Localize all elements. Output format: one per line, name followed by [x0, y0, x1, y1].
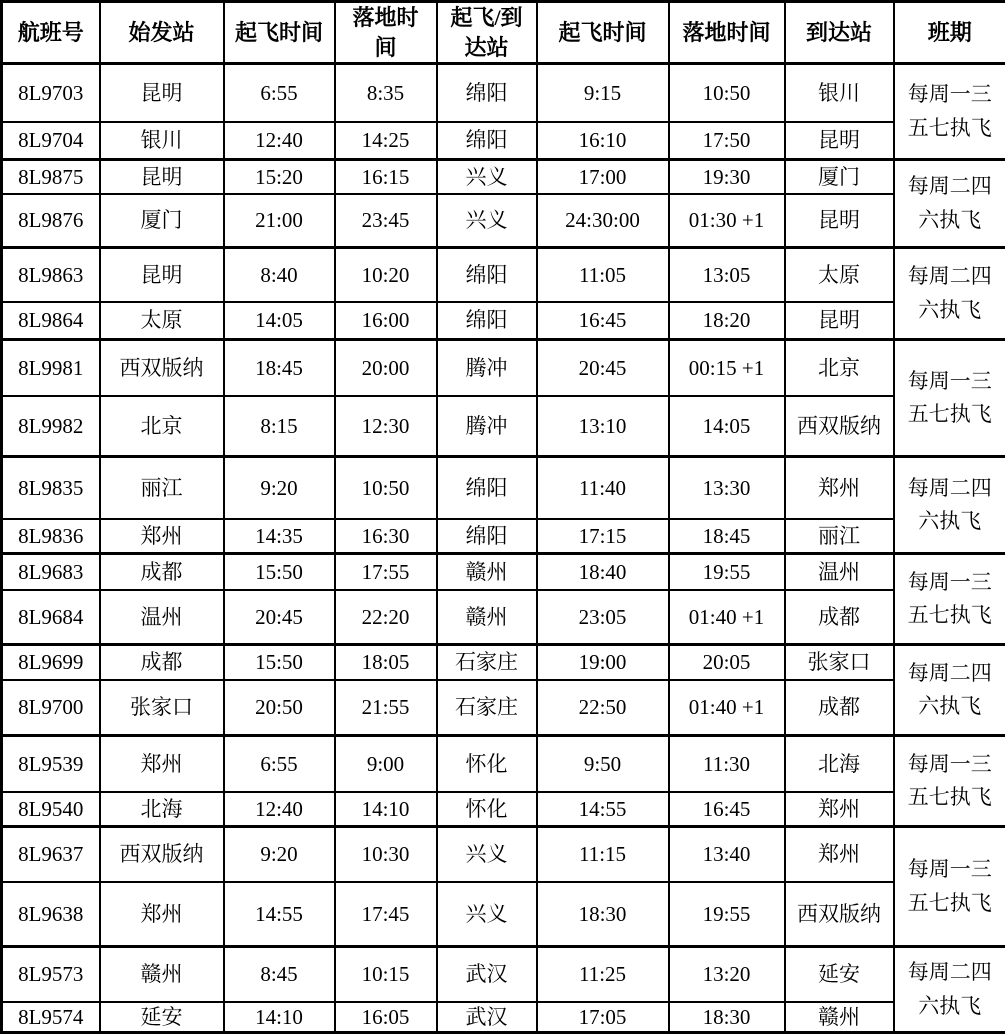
table-row [2, 248, 1005, 302]
flight-number-cell: 8L9638 [2, 882, 100, 947]
header-row [2, 2, 1005, 64]
departure-time-cell: 14:55 [224, 882, 335, 947]
destination-cell: 成都 [785, 590, 894, 645]
via-station-cell: 兴义 [437, 827, 537, 882]
second-landing-time-cell: 18:30 [669, 1002, 785, 1033]
departure-time-cell: 15:50 [224, 645, 335, 680]
second-landing-time-cell: 13:05 [669, 248, 785, 302]
flight-number-cell: 8L9699 [2, 645, 100, 680]
schedule-cell: 每周二四六执飞 [894, 645, 1005, 736]
via-station-cell: 绵阳 [437, 122, 537, 160]
departure-time-cell: 8:40 [224, 248, 335, 302]
landing-time-cell: 10:20 [335, 248, 437, 302]
origin-cell: 昆明 [100, 248, 224, 302]
second-departure-time-cell: 23:05 [537, 590, 669, 645]
origin-cell: 北京 [100, 396, 224, 457]
flight-number-cell: 8L9703 [2, 64, 100, 122]
table-row [2, 1002, 1005, 1033]
origin-cell: 成都 [100, 554, 224, 590]
second-landing-time-cell: 01:30 +1 [669, 194, 785, 248]
landing-time-cell: 9:00 [335, 736, 437, 792]
origin-cell: 昆明 [100, 160, 224, 194]
header-departure-time-2: 起飞时间 [537, 2, 669, 64]
via-station-cell: 赣州 [437, 590, 537, 645]
via-station-cell: 兴义 [437, 194, 537, 248]
second-landing-time-cell: 19:55 [669, 882, 785, 947]
table-row [2, 590, 1005, 645]
table-row [2, 827, 1005, 882]
landing-time-cell: 10:15 [335, 947, 437, 1002]
header-flight-no: 航班号 [2, 2, 100, 64]
second-landing-time-cell: 17:50 [669, 122, 785, 160]
destination-cell: 昆明 [785, 302, 894, 340]
landing-time-cell: 10:50 [335, 457, 437, 519]
destination-cell: 昆明 [785, 122, 894, 160]
destination-cell: 郑州 [785, 792, 894, 827]
origin-cell: 延安 [100, 1002, 224, 1033]
second-departure-time-cell: 17:00 [537, 160, 669, 194]
second-departure-time-cell: 18:30 [537, 882, 669, 947]
second-departure-time-cell: 22:50 [537, 680, 669, 736]
destination-cell: 张家口 [785, 645, 894, 680]
via-station-cell: 武汉 [437, 947, 537, 1002]
destination-cell: 郑州 [785, 457, 894, 519]
destination-cell: 赣州 [785, 1002, 894, 1033]
table-row [2, 792, 1005, 827]
landing-time-cell: 12:30 [335, 396, 437, 457]
destination-cell: 厦门 [785, 160, 894, 194]
second-departure-time-cell: 16:10 [537, 122, 669, 160]
table-row [2, 122, 1005, 160]
landing-time-cell: 16:15 [335, 160, 437, 194]
second-landing-time-cell: 18:20 [669, 302, 785, 340]
second-landing-time-cell: 18:45 [669, 519, 785, 554]
table-row [2, 64, 1005, 122]
second-landing-time-cell: 14:05 [669, 396, 785, 457]
via-station-cell: 腾冲 [437, 340, 537, 396]
second-departure-time-cell: 18:40 [537, 554, 669, 590]
via-station-cell: 兴义 [437, 882, 537, 947]
schedule-cell: 每周二四六执飞 [894, 947, 1005, 1033]
header-departure-time: 起飞时间 [224, 2, 335, 64]
departure-time-cell: 9:20 [224, 827, 335, 882]
departure-time-cell: 14:10 [224, 1002, 335, 1033]
destination-cell: 太原 [785, 248, 894, 302]
origin-cell: 丽江 [100, 457, 224, 519]
via-station-cell: 石家庄 [437, 645, 537, 680]
via-station-cell: 绵阳 [437, 64, 537, 122]
flight-number-cell: 8L9875 [2, 160, 100, 194]
second-departure-time-cell: 9:50 [537, 736, 669, 792]
second-landing-time-cell: 19:55 [669, 554, 785, 590]
via-station-cell: 绵阳 [437, 519, 537, 554]
departure-time-cell: 15:20 [224, 160, 335, 194]
destination-cell: 银川 [785, 64, 894, 122]
second-departure-time-cell: 16:45 [537, 302, 669, 340]
destination-cell: 西双版纳 [785, 882, 894, 947]
schedule-cell: 每周一三五七执飞 [894, 64, 1005, 160]
table-row [2, 457, 1005, 519]
origin-cell: 郑州 [100, 519, 224, 554]
second-departure-time-cell: 11:40 [537, 457, 669, 519]
departure-time-cell: 6:55 [224, 64, 335, 122]
landing-time-cell: 10:30 [335, 827, 437, 882]
second-landing-time-cell: 01:40 +1 [669, 590, 785, 645]
header-destination: 到达站 [785, 2, 894, 64]
second-landing-time-cell: 11:30 [669, 736, 785, 792]
via-station-cell: 怀化 [437, 736, 537, 792]
second-landing-time-cell: 16:45 [669, 792, 785, 827]
origin-cell: 郑州 [100, 736, 224, 792]
origin-cell: 西双版纳 [100, 827, 224, 882]
via-station-cell: 腾冲 [437, 396, 537, 457]
landing-time-cell: 16:30 [335, 519, 437, 554]
header-schedule: 班期 [894, 2, 1005, 64]
flight-number-cell: 8L9864 [2, 302, 100, 340]
schedule-cell: 每周一三五七执飞 [894, 554, 1005, 645]
origin-cell: 张家口 [100, 680, 224, 736]
landing-time-cell: 16:05 [335, 1002, 437, 1033]
origin-cell: 赣州 [100, 947, 224, 1002]
departure-time-cell: 18:45 [224, 340, 335, 396]
table-row [2, 396, 1005, 457]
flight-number-cell: 8L9637 [2, 827, 100, 882]
landing-time-cell: 14:25 [335, 122, 437, 160]
landing-time-cell: 21:55 [335, 680, 437, 736]
departure-time-cell: 20:45 [224, 590, 335, 645]
landing-time-cell: 16:00 [335, 302, 437, 340]
via-station-cell: 绵阳 [437, 457, 537, 519]
second-landing-time-cell: 00:15 +1 [669, 340, 785, 396]
origin-cell: 北海 [100, 792, 224, 827]
landing-time-cell: 22:20 [335, 590, 437, 645]
flight-number-cell: 8L9982 [2, 396, 100, 457]
origin-cell: 厦门 [100, 194, 224, 248]
flight-number-cell: 8L9540 [2, 792, 100, 827]
second-departure-time-cell: 9:15 [537, 64, 669, 122]
flight-number-cell: 8L9704 [2, 122, 100, 160]
via-station-cell: 绵阳 [437, 248, 537, 302]
timetable-body [2, 64, 1005, 1033]
flight-number-cell: 8L9574 [2, 1002, 100, 1033]
destination-cell: 温州 [785, 554, 894, 590]
schedule-cell: 每周二四六执飞 [894, 248, 1005, 340]
table-row [2, 947, 1005, 1002]
via-station-cell: 赣州 [437, 554, 537, 590]
table-row [2, 882, 1005, 947]
header-origin: 始发站 [100, 2, 224, 64]
departure-time-cell: 8:45 [224, 947, 335, 1002]
departure-time-cell: 20:50 [224, 680, 335, 736]
flight-number-cell: 8L9876 [2, 194, 100, 248]
second-departure-time-cell: 13:10 [537, 396, 669, 457]
landing-time-cell: 18:05 [335, 645, 437, 680]
second-departure-time-cell: 11:25 [537, 947, 669, 1002]
flight-number-cell: 8L9573 [2, 947, 100, 1002]
table-row [2, 645, 1005, 680]
via-station-cell: 石家庄 [437, 680, 537, 736]
flight-number-cell: 8L9836 [2, 519, 100, 554]
flight-number-cell: 8L9700 [2, 680, 100, 736]
second-departure-time-cell: 11:15 [537, 827, 669, 882]
second-departure-time-cell: 24:30:00 [537, 194, 669, 248]
destination-cell: 西双版纳 [785, 396, 894, 457]
header-via-station: 起飞/到达站 [437, 2, 537, 64]
schedule-cell: 每周一三五七执飞 [894, 827, 1005, 947]
second-departure-time-cell: 11:05 [537, 248, 669, 302]
landing-time-cell: 17:45 [335, 882, 437, 947]
destination-cell: 昆明 [785, 194, 894, 248]
header-landing-time-2: 落地时间 [669, 2, 785, 64]
table-row [2, 554, 1005, 590]
second-landing-time-cell: 20:05 [669, 645, 785, 680]
landing-time-cell: 14:10 [335, 792, 437, 827]
landing-time-cell: 20:00 [335, 340, 437, 396]
departure-time-cell: 21:00 [224, 194, 335, 248]
destination-cell: 郑州 [785, 827, 894, 882]
departure-time-cell: 15:50 [224, 554, 335, 590]
second-landing-time-cell: 01:40 +1 [669, 680, 785, 736]
departure-time-cell: 14:05 [224, 302, 335, 340]
destination-cell: 北京 [785, 340, 894, 396]
origin-cell: 西双版纳 [100, 340, 224, 396]
table-row [2, 340, 1005, 396]
departure-time-cell: 12:40 [224, 122, 335, 160]
second-departure-time-cell: 14:55 [537, 792, 669, 827]
second-landing-time-cell: 13:20 [669, 947, 785, 1002]
second-departure-time-cell: 20:45 [537, 340, 669, 396]
timetable-header [2, 2, 1005, 64]
destination-cell: 丽江 [785, 519, 894, 554]
departure-time-cell: 14:35 [224, 519, 335, 554]
table-row [2, 519, 1005, 554]
flight-number-cell: 8L9683 [2, 554, 100, 590]
second-landing-time-cell: 19:30 [669, 160, 785, 194]
via-station-cell: 兴义 [437, 160, 537, 194]
flight-number-cell: 8L9684 [2, 590, 100, 645]
destination-cell: 延安 [785, 947, 894, 1002]
table-row [2, 302, 1005, 340]
origin-cell: 昆明 [100, 64, 224, 122]
landing-time-cell: 23:45 [335, 194, 437, 248]
departure-time-cell: 12:40 [224, 792, 335, 827]
header-landing-time: 落地时间 [335, 2, 437, 64]
flight-number-cell: 8L9539 [2, 736, 100, 792]
table-row [2, 194, 1005, 248]
via-station-cell: 绵阳 [437, 302, 537, 340]
destination-cell: 成都 [785, 680, 894, 736]
landing-time-cell: 17:55 [335, 554, 437, 590]
second-landing-time-cell: 13:40 [669, 827, 785, 882]
origin-cell: 太原 [100, 302, 224, 340]
second-landing-time-cell: 10:50 [669, 64, 785, 122]
second-landing-time-cell: 13:30 [669, 457, 785, 519]
schedule-cell: 每周二四六执飞 [894, 160, 1005, 248]
origin-cell: 银川 [100, 122, 224, 160]
via-station-cell: 怀化 [437, 792, 537, 827]
destination-cell: 北海 [785, 736, 894, 792]
departure-time-cell: 8:15 [224, 396, 335, 457]
table-row [2, 680, 1005, 736]
via-station-cell: 武汉 [437, 1002, 537, 1033]
origin-cell: 成都 [100, 645, 224, 680]
schedule-cell: 每周二四六执飞 [894, 457, 1005, 554]
flight-number-cell: 8L9981 [2, 340, 100, 396]
second-departure-time-cell: 17:05 [537, 1002, 669, 1033]
table-row [2, 736, 1005, 792]
second-departure-time-cell: 19:00 [537, 645, 669, 680]
departure-time-cell: 6:55 [224, 736, 335, 792]
schedule-cell: 每周一三五七执飞 [894, 736, 1005, 827]
landing-time-cell: 8:35 [335, 64, 437, 122]
flight-number-cell: 8L9863 [2, 248, 100, 302]
origin-cell: 郑州 [100, 882, 224, 947]
origin-cell: 温州 [100, 590, 224, 645]
flight-number-cell: 8L9835 [2, 457, 100, 519]
table-row [2, 160, 1005, 194]
schedule-cell: 每周一三五七执飞 [894, 340, 1005, 457]
second-departure-time-cell: 17:15 [537, 519, 669, 554]
departure-time-cell: 9:20 [224, 457, 335, 519]
